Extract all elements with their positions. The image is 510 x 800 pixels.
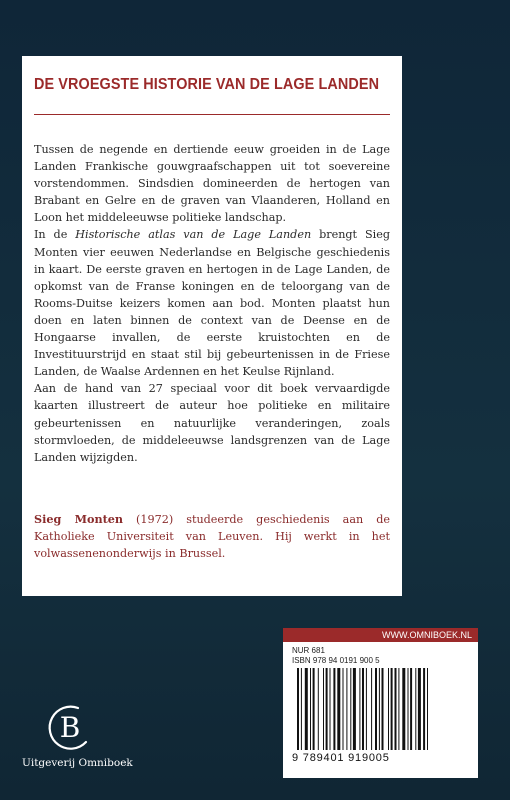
book-title-italic: Historische atlas van de Lage Landen	[75, 228, 312, 242]
nur-code: NUR 681	[292, 646, 325, 655]
barcode-icon	[295, 668, 463, 750]
blurb-paragraph-1: Tussen de negende en dertiende eeuw groeiden in de Lage Landen Frankische gouwgraafschappen uit tot soevereine vorstendommen. Sindsdien domineerden de hertogen van Brabant en Gelre en de graven van Vlaanderen, Holland en Loon het middeleeuwse politieke landschap.	[34, 143, 390, 225]
publisher-logo	[40, 702, 98, 752]
blurb-paragraph-3: Aan de hand van 27 speciaal voor dit boek vervaardigde kaarten illustreert de auteur hoe politieke en militaire gebeurtenissen en natuurlijke veranderingen, zoals stormvloeden, de middeleeuwse landsgrenzen van de Lage Landen wijzigden.	[34, 382, 390, 464]
cover-title: DE VROEGSTE HISTORIE VAN DE LAGE LANDEN	[34, 76, 380, 93]
publisher-name: Uitgeverij Omniboek	[22, 757, 133, 769]
logo-letter: B	[59, 711, 81, 744]
barcode-number: 9 789401 919005	[292, 752, 390, 764]
author-name: Sieg Monten	[34, 512, 124, 526]
blurb-paragraph-2	[34, 226, 390, 380]
author-bio	[34, 511, 390, 562]
isbn-code: ISBN 978 94 0191 900 5	[292, 656, 380, 665]
blurb-text: brengt Sieg Monten vier eeuwen Nederlandse en Belgische geschiedenis in kaart. De eerste graven en hertogen in de Lage Landen, de opkomst van de Franse koningen en de teloorgang van de Rooms-Duitse keizers komen aan bod. Monten plaatst hun doen en laten binnen de context van de Deense en de Hongaarse invallen, de eerste kruistochten en de Investituurstrijd en staat stil bij gebeurtenissen in de Friese Landen, de Waalse Ardennen en het Keulse Rijnland.	[34, 228, 390, 379]
title-divider	[34, 114, 390, 115]
publisher-url: WWW.OMNIBOEK.NL	[283, 628, 478, 642]
blurb	[34, 141, 390, 466]
author-bio-text: (1972) studeerde geschiedenis aan de Katholieke Universiteit van Leuven. Hij werkt in het volwassenenonderwijs in Brussel.	[34, 513, 390, 561]
blurb-text: In de	[34, 228, 76, 242]
